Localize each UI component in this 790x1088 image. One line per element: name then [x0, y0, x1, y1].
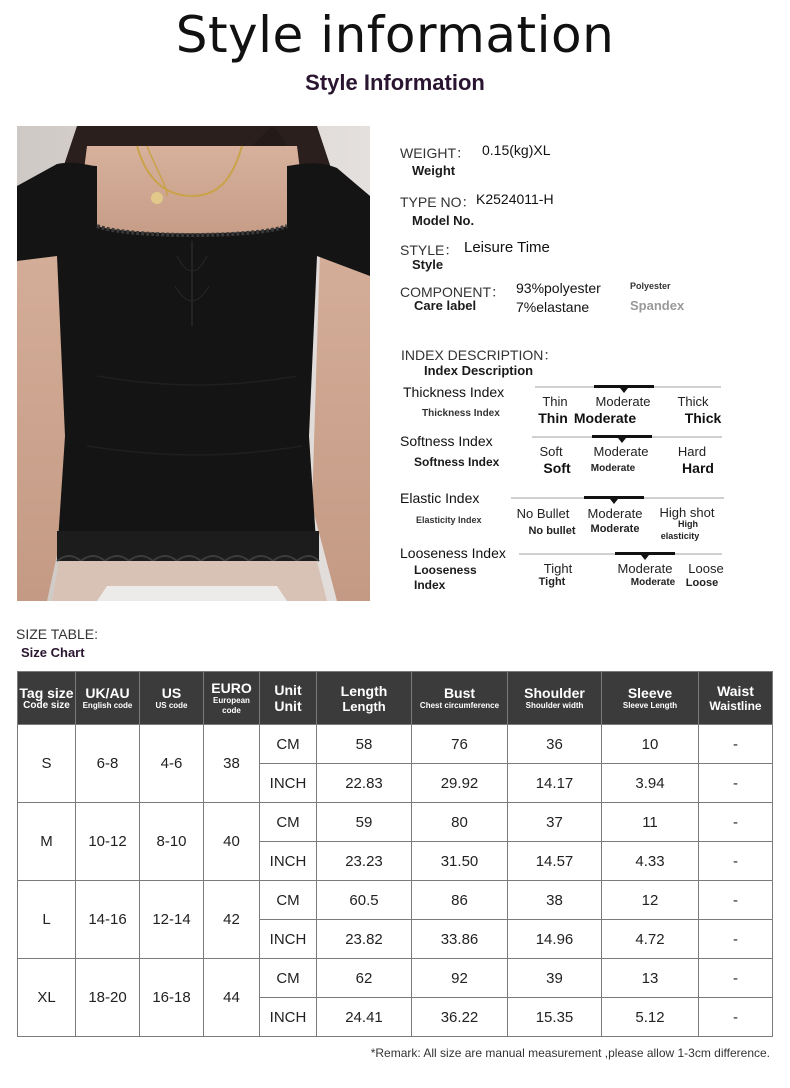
style-label: STYLE： [400, 242, 459, 258]
softness-opt-soft-sub: Soft [543, 460, 571, 476]
softness-opt-soft: Soft [539, 444, 563, 459]
unit-cell: INCH [260, 920, 317, 959]
header-shoulder: Shoulder Shoulder width [508, 672, 602, 725]
component-label: COMPONENT： [400, 284, 505, 300]
shoulder-cell: 14.57 [508, 842, 602, 881]
size-euro: 40 [204, 803, 260, 881]
looseness-opt-loose: Loose [688, 561, 724, 576]
unit-cell: INCH [260, 842, 317, 881]
sleeve-cell: 3.94 [602, 764, 699, 803]
bust-cell: 86 [412, 881, 508, 920]
component-2-sub: Spandex [630, 298, 685, 313]
remark-text: *Remark: All size are manual measurement ,please allow 1-3cm difference. [370, 1046, 770, 1060]
softness-opt-moderate-sub: Moderate [590, 463, 636, 474]
elastic-opt-nobullet-sub: No bullet [528, 525, 576, 537]
shoulder-cell: 39 [508, 959, 602, 998]
header-sleeve: Sleeve Sleeve Length [602, 672, 699, 725]
size-uk: 6-8 [76, 725, 140, 803]
thickness-sub: Thickness Index [422, 408, 500, 419]
elastic-opt-highshot: High shot [659, 505, 715, 520]
length-cell: 58 [317, 725, 412, 764]
header-euro: EURO European code [204, 672, 260, 725]
size-us: 8-10 [140, 803, 204, 881]
length-cell: 23.82 [317, 920, 412, 959]
softness-label: Softness Index [400, 433, 493, 449]
page-title: Style information [175, 6, 615, 64]
sleeve-cell: 5.12 [602, 998, 699, 1037]
elastic-label: Elastic Index [400, 490, 480, 506]
length-cell: 59 [317, 803, 412, 842]
size-table-label: SIZE TABLE: [16, 626, 98, 642]
unit-cell: CM [260, 725, 317, 764]
looseness-opt-loose-sub: Loose [685, 577, 719, 589]
component-2: 7%elastane [516, 299, 590, 315]
weight-value: 0.15(kg)XL [482, 142, 551, 158]
unit-cell: INCH [260, 764, 317, 803]
elastic-pointer-icon [610, 499, 618, 504]
elastic-opt-nobullet: No Bullet [516, 506, 570, 521]
sleeve-cell: 12 [602, 881, 699, 920]
looseness-opt-tight-sub: Tight [538, 576, 566, 588]
header-waist: Waist Waistline [699, 672, 773, 725]
shoulder-cell: 36 [508, 725, 602, 764]
thickness-opt-thick: Thick [677, 394, 709, 409]
size-table-sub: Size Chart [21, 645, 85, 660]
unit-cell: CM [260, 881, 317, 920]
size-tag: XL [18, 959, 76, 1037]
waist-cell: - [699, 803, 773, 842]
black-top-illustration [17, 126, 370, 601]
length-cell: 60.5 [317, 881, 412, 920]
looseness-opt-moderate: Moderate [617, 561, 673, 576]
bust-cell: 92 [412, 959, 508, 998]
thickness-opt-moderate: Moderate [595, 394, 651, 409]
softness-pointer-icon [618, 438, 626, 443]
bust-cell: 29.92 [412, 764, 508, 803]
looseness-opt-moderate-sub: Moderate [630, 577, 676, 588]
looseness-opt-tight: Tight [543, 561, 573, 576]
waist-cell: - [699, 764, 773, 803]
elastic-sub: Elasticity Index [416, 515, 482, 525]
softness-opt-hard-sub: Hard [682, 460, 714, 476]
softness-sub: Softness Index [414, 455, 500, 469]
type-sub: Model No. [412, 213, 475, 228]
sleeve-cell: 4.33 [602, 842, 699, 881]
size-uk: 10-12 [76, 803, 140, 881]
component-sub: Care label [414, 298, 477, 313]
looseness-sub-1: Looseness [414, 563, 477, 577]
elastic-opt-moderate-sub: Moderate [590, 523, 640, 535]
thickness-label: Thickness Index [403, 384, 505, 400]
type-label: TYPE NO： [400, 194, 476, 210]
thickness-opt-moderate-sub: Moderate [573, 410, 637, 426]
bust-cell: 33.86 [412, 920, 508, 959]
waist-cell: - [699, 920, 773, 959]
component-1: 93%polyester [516, 280, 601, 296]
header-unit: Unit Unit [260, 672, 317, 725]
type-value: K2524011-H [476, 191, 554, 207]
size-euro: 44 [204, 959, 260, 1037]
size-table-header-row [18, 672, 773, 725]
waist-cell: - [699, 881, 773, 920]
header-bust: Bust Chest circumference [412, 672, 508, 725]
shoulder-cell: 15.35 [508, 998, 602, 1037]
waist-cell: - [699, 959, 773, 998]
size-tag: L [18, 881, 76, 959]
header-uk-au: UK/AU English code [76, 672, 140, 725]
size-us: 16-18 [140, 959, 204, 1037]
size-uk: 14-16 [76, 881, 140, 959]
softness-opt-moderate: Moderate [593, 444, 649, 459]
table-row [18, 881, 773, 920]
waist-cell: - [699, 998, 773, 1037]
size-us: 4-6 [140, 725, 204, 803]
table-row [18, 803, 773, 842]
looseness-label: Looseness Index [400, 545, 506, 561]
table-row [18, 725, 773, 764]
looseness-pointer-icon [641, 555, 649, 560]
size-euro: 42 [204, 881, 260, 959]
component-1-sub: Polyester [630, 281, 671, 291]
style-sub: Style [412, 257, 444, 272]
length-cell: 24.41 [317, 998, 412, 1037]
size-uk: 18-20 [76, 959, 140, 1037]
unit-cell: CM [260, 959, 317, 998]
softness-opt-hard: Hard [677, 444, 707, 459]
bust-cell: 76 [412, 725, 508, 764]
index-heading-sub: Index Description [424, 363, 534, 378]
weight-sub: Weight [412, 163, 456, 178]
elastic-opt-high-sub: High [678, 519, 698, 529]
bust-cell: 36.22 [412, 998, 508, 1037]
length-cell: 62 [317, 959, 412, 998]
thickness-pointer-icon [620, 388, 628, 393]
unit-cell: CM [260, 803, 317, 842]
bust-cell: 31.50 [412, 842, 508, 881]
shoulder-cell: 37 [508, 803, 602, 842]
unit-cell: INCH [260, 998, 317, 1037]
waist-cell: - [699, 842, 773, 881]
length-cell: 22.83 [317, 764, 412, 803]
header-us: US US code [140, 672, 204, 725]
thickness-opt-thin-sub: Thin [538, 410, 568, 426]
sleeve-cell: 10 [602, 725, 699, 764]
looseness-sub-2: Index [414, 578, 446, 592]
weight-label: WEIGHT： [400, 145, 470, 161]
length-cell: 23.23 [317, 842, 412, 881]
shoulder-cell: 38 [508, 881, 602, 920]
header-length: Length Length [317, 672, 412, 725]
index-heading: INDEX DESCRIPTION： [401, 347, 558, 363]
product-photo [17, 126, 370, 601]
bust-cell: 80 [412, 803, 508, 842]
style-value: Leisure Time [464, 239, 550, 256]
elastic-opt-moderate: Moderate [587, 506, 643, 521]
thickness-opt-thin: Thin [542, 394, 568, 409]
size-tag: M [18, 803, 76, 881]
sleeve-cell: 4.72 [602, 920, 699, 959]
thickness-opt-thick-sub: Thick [684, 410, 722, 426]
size-us: 12-14 [140, 881, 204, 959]
size-euro: 38 [204, 725, 260, 803]
header-tag-size: Tag size Code size [18, 672, 76, 725]
waist-cell: - [699, 725, 773, 764]
elastic-opt-elasticity-sub: elasticity [660, 531, 700, 541]
size-table [17, 671, 773, 1037]
table-row [18, 959, 773, 998]
sleeve-cell: 11 [602, 803, 699, 842]
shoulder-cell: 14.96 [508, 920, 602, 959]
size-tag: S [18, 725, 76, 803]
page-subtitle: Style Information [305, 70, 485, 95]
shoulder-cell: 14.17 [508, 764, 602, 803]
sleeve-cell: 13 [602, 959, 699, 998]
